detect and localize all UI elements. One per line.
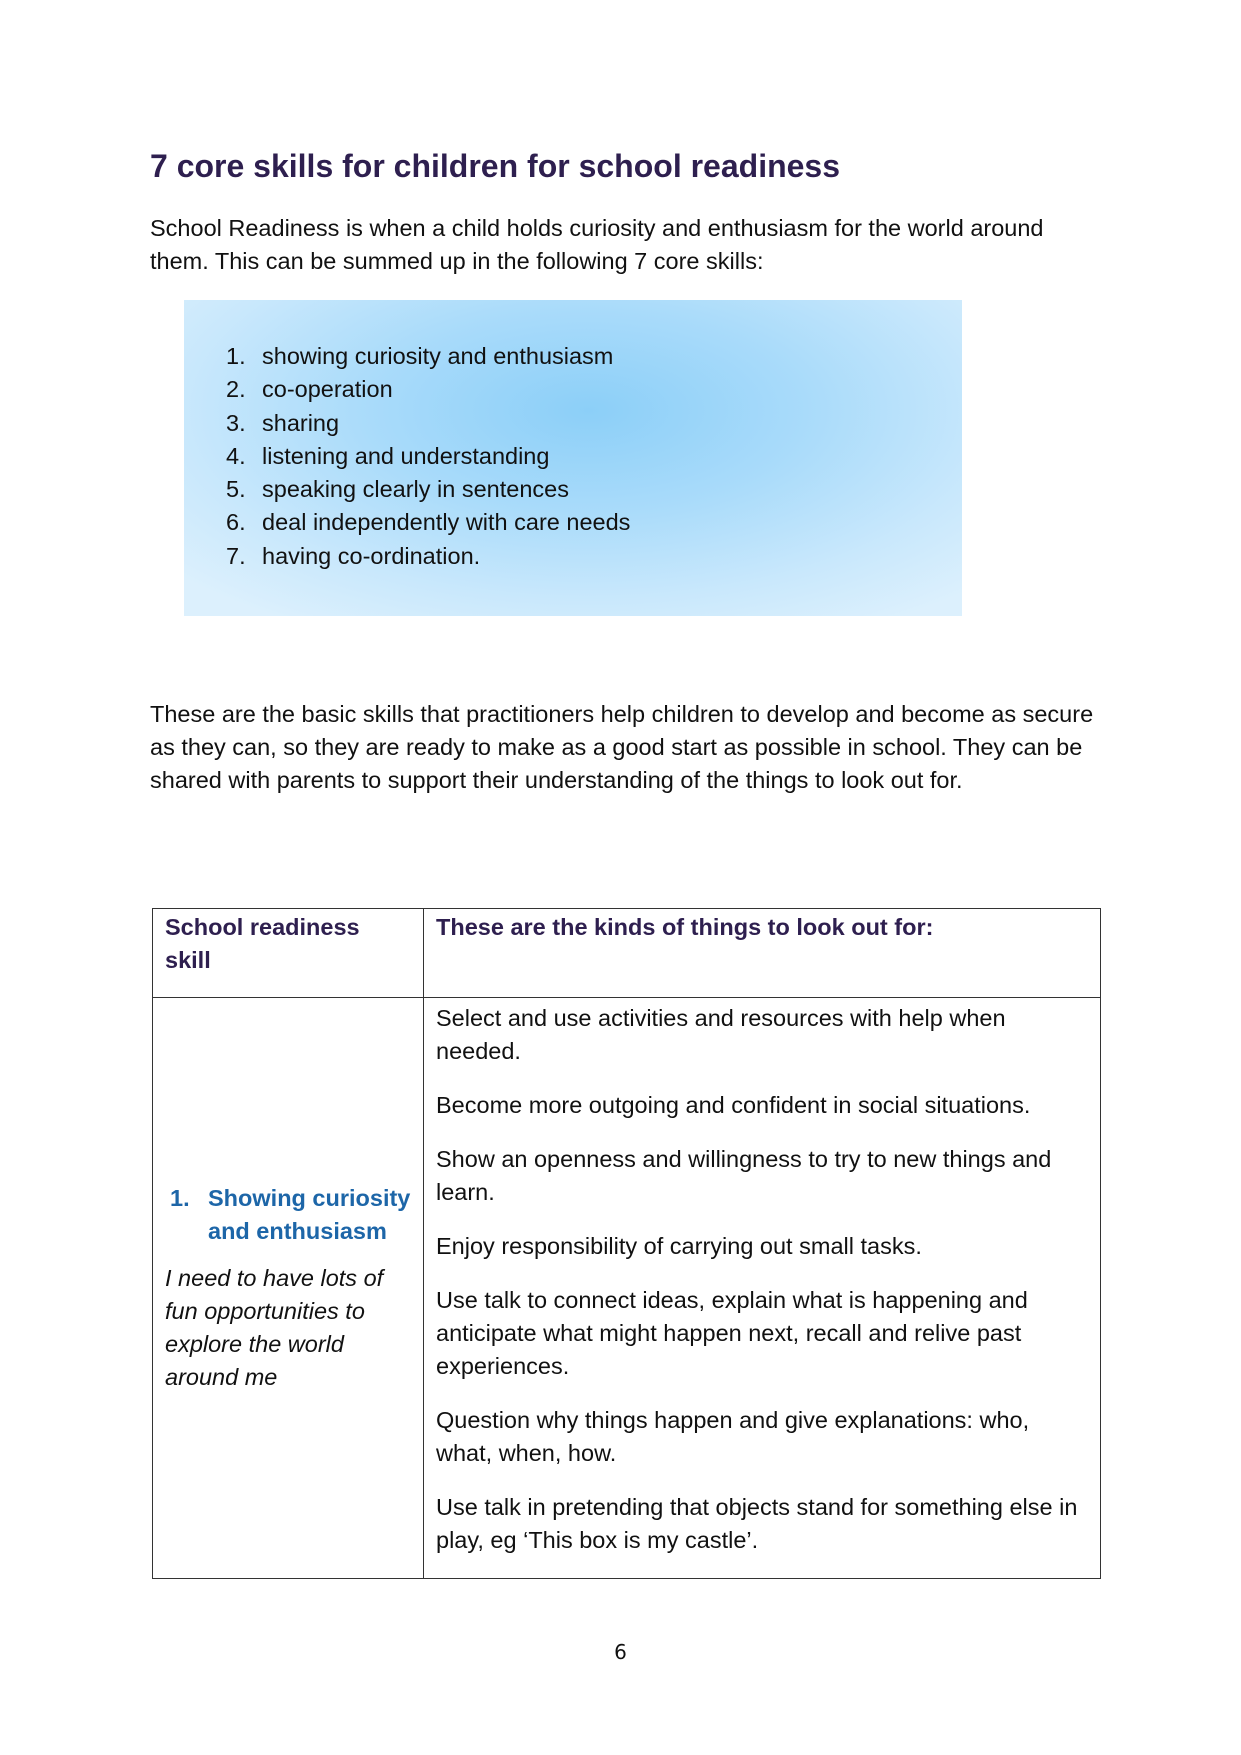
list-number: 5. — [226, 476, 246, 503]
lookout-item: Use talk to connect ideas, explain what is happening and anticipate what might happen next, recall and relive past experiences. — [436, 1287, 1028, 1379]
list-label: listening and understanding — [262, 442, 550, 469]
lookout-item: Use talk in pretending that objects stand for something else in play, eg ‘This box is my castle’. — [436, 1494, 1078, 1553]
list-label: deal independently with care needs — [262, 509, 631, 536]
list-number: 7. — [226, 542, 246, 569]
list-label: co-operation — [262, 376, 393, 403]
list-label: showing curiosity and enthusiasm — [262, 343, 614, 369]
list-number: 1. — [226, 343, 246, 369]
skill-title — [170, 1182, 411, 1248]
core-skill-item — [226, 440, 630, 473]
core-skill-item — [226, 407, 630, 440]
table-header-row — [153, 909, 1101, 998]
core-skill-item — [226, 340, 630, 373]
lookout-item: Become more outgoing and confident in social situations. — [436, 1092, 1031, 1118]
skill-title-text: Showing curiosity and enthusiasm — [208, 1185, 411, 1244]
intro-paragraph: School Readiness is when a child holds curiosity and enthusiasm for the world around them. This can be summed up in the following 7 core skills: — [150, 215, 1044, 274]
list-number: 6. — [226, 509, 246, 536]
core-skill-item — [226, 540, 630, 573]
skill-cell — [153, 998, 424, 1579]
page-number: 6 — [614, 1640, 627, 1664]
core-skills-callout — [184, 300, 962, 616]
skill-quote: I need to have lots of fun opportunities to explore the world around me — [165, 1265, 384, 1390]
lookout-item: Show an openness and willingness to try to new things and learn. — [436, 1146, 1052, 1205]
page-title: 7 core skills for children for school readiness — [150, 148, 841, 184]
skills-table — [152, 908, 1101, 1579]
list-label: speaking clearly in sentences — [262, 476, 569, 503]
lookout-item: Question why things happen and give explanations: who, what, when, how. — [436, 1407, 1030, 1466]
list-number: 3. — [226, 409, 246, 436]
table-header-lookouts: These are the kinds of things to look out for: — [424, 909, 1101, 998]
skill-number: 1. — [170, 1185, 190, 1211]
list-number: 4. — [226, 442, 246, 469]
core-skill-item — [226, 473, 630, 506]
list-label: having co-ordination. — [262, 542, 481, 569]
core-skill-item — [226, 506, 630, 539]
list-number: 2. — [226, 376, 246, 403]
lookouts-cell — [424, 998, 1101, 1579]
table-row — [153, 998, 1101, 1579]
body-paragraph: These are the basic skills that practitioners help children to develop and become as secure as they can, so they are ready to make as a good start as possible in school. They can be shared with parents to support their understanding of the things to look out for. — [150, 701, 1094, 793]
core-skill-item — [226, 373, 630, 406]
list-label: sharing — [262, 409, 340, 436]
table-header-skill: School readiness skill — [153, 909, 424, 998]
core-skills-list — [226, 340, 630, 573]
lookout-item: Enjoy responsibility of carrying out small tasks. — [436, 1233, 922, 1259]
lookout-item: Select and use activities and resources with help when needed. — [436, 1005, 1006, 1064]
